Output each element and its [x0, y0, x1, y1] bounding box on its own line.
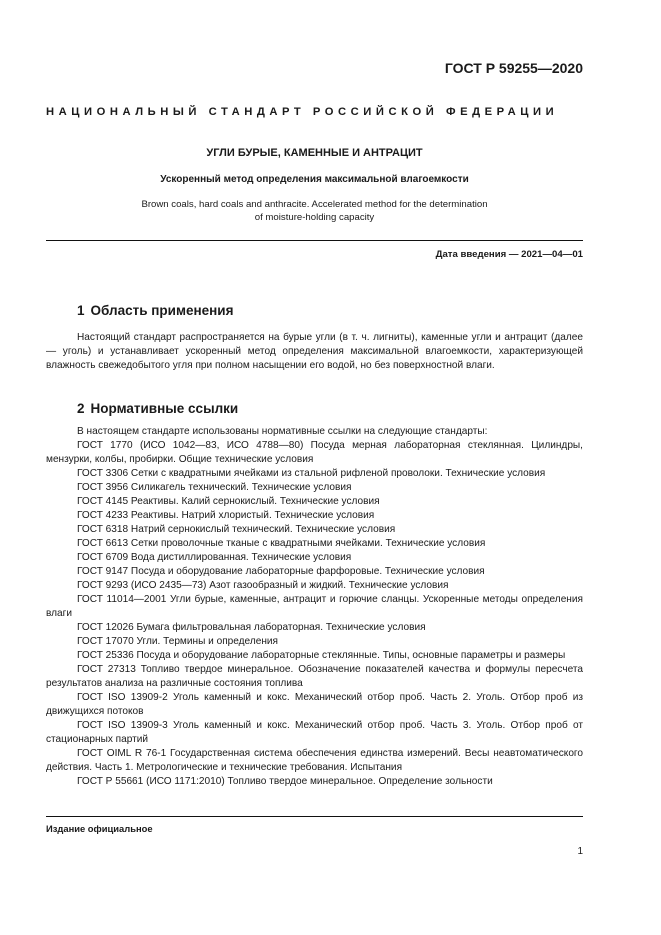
reference-item: ГОСТ 9293 (ИСО 2435—73) Азот газообразный и жидкий. Технические условия: [77, 580, 449, 591]
national-standard-banner: НАЦИОНАЛЬНЫЙ СТАНДАРТ РОССИЙСКОЙ ФЕДЕРАЦИИ: [46, 106, 559, 118]
reference-item: ГОСТ ISO 13909-2 Уголь каменный и кокс. Механический отбор проб. Часть 2. Уголь. Отбор проб из движущихся потоков: [46, 692, 583, 717]
english-title: [46, 199, 583, 224]
reference-item: ГОСТ 11014—2001 Угли бурые, каменные, антрацит и горючие сланцы. Ускоренные методы определения влаги: [46, 594, 583, 619]
page-number: 1: [577, 846, 583, 857]
reference-item: ГОСТ 6318 Натрий сернокислый технический. Технические условия: [77, 524, 396, 535]
english-title-line: Brown coals, hard coals and anthracite. Accelerated method for the determination: [141, 199, 488, 210]
paragraph-text: Настоящий стандарт распространяется на бурые угли (в т. ч. лигниты), каменные угли и антрацит (далее — уголь) и устанавливает ускоренный метод определения максимальной влагоемкости, характеризующей влажность свежедобытого угля при полном насыщении его водой, но без поверхностной влаги.: [46, 332, 583, 371]
english-title-line: of moisture-holding capacity: [254, 211, 375, 223]
official-edition-label: Издание официальное: [46, 823, 153, 834]
reference-item: ГОСТ 4233 Реактивы. Натрий хлористый. Технические условия: [77, 510, 375, 521]
reference-item: ГОСТ 27313 Топливо твердое минеральное. Обозначение показателей качества и формулы пересчета результатов анализа на различные состояния топлива: [46, 664, 583, 689]
section-title: Нормативные ссылки: [90, 401, 239, 416]
title-divider: [46, 240, 583, 241]
reference-item: ГОСТ OIML R 76-1 Государственная система обеспечения единства измерений. Весы неавтоматического действия. Часть 1. Метрологические и технические требования. Испытания: [46, 748, 583, 773]
reference-item: ГОСТ 4145 Реактивы. Калий сернокислый. Технические условия: [77, 496, 380, 507]
reference-item: ГОСТ 25336 Посуда и оборудование лабораторные стеклянные. Типы, основные параметры и размеры: [77, 650, 566, 661]
reference-item: ГОСТ 9147 Посуда и оборудование лабораторные фарфоровые. Технические условия: [77, 566, 485, 577]
references-intro: В настоящем стандарте использованы нормативные ссылки на следующие стандарты:: [77, 426, 488, 437]
reference-item: ГОСТ 6613 Сетки проволочные тканые с квадратными ячейками. Технические условия: [77, 538, 486, 549]
reference-item: ГОСТ 3956 Силикагель технический. Технические условия: [77, 482, 352, 493]
reference-item: ГОСТ 12026 Бумага фильтровальная лабораторная. Технические условия: [77, 622, 426, 633]
section-number: 1: [77, 303, 85, 318]
reference-item: ГОСТ 6709 Вода дистиллированная. Технические условия: [77, 552, 352, 563]
reference-item: ГОСТ 3306 Сетки с квадратными ячейками из стальной рифленой проволоки. Технические условия: [77, 468, 546, 479]
document-title: УГЛИ БУРЫЕ, КАМЕННЫЕ И АНТРАЦИТ: [206, 147, 423, 159]
reference-item: ГОСТ 17070 Угли. Термины и определения: [77, 636, 279, 647]
document-subtitle: Ускоренный метод определения максимальной влагоемкости: [160, 174, 469, 185]
reference-item: ГОСТ ISO 13909-3 Уголь каменный и кокс. Механический отбор проб. Часть 3. Уголь. Отбор проб от стационарных партий: [46, 720, 583, 745]
introduction-date: Дата введения — 2021—04—01: [435, 249, 583, 260]
section-number: 2: [77, 401, 85, 416]
reference-item: ГОСТ 1770 (ИСО 1042—83, ИСО 4788—80) Посуда мерная лабораторная стеклянная. Цилиндры, мензурки, колбы, пробирки. Общие технические условия: [46, 440, 583, 465]
section-title: Область применения: [90, 303, 234, 318]
section-1-text: [46, 331, 583, 373]
footer-divider: [46, 816, 583, 817]
document-number: ГОСТ Р 59255—2020: [444, 60, 583, 76]
reference-item: ГОСТ Р 55661 (ИСО 1171:2010) Топливо твердое минеральное. Определение зольности: [77, 776, 493, 787]
section-2-heading: [77, 401, 238, 416]
section-1-heading: [77, 303, 233, 318]
normative-references-list: [46, 425, 583, 789]
